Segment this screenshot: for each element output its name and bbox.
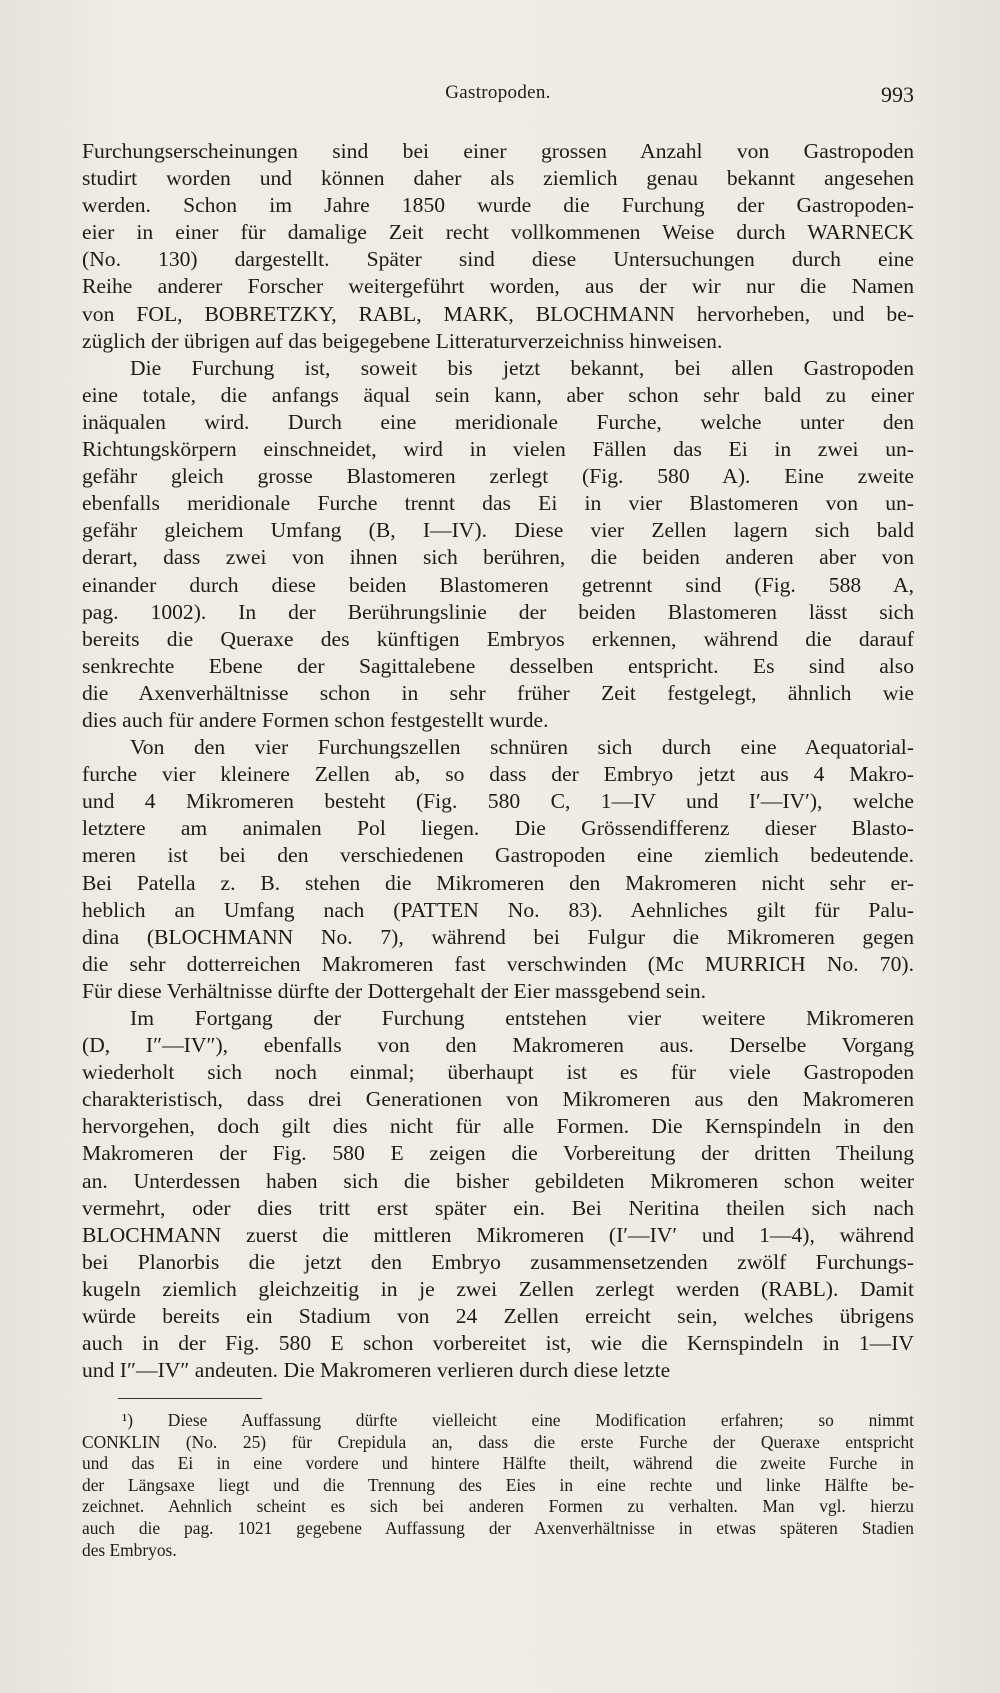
footnote-line: des Embryos. xyxy=(82,1539,177,1560)
body-line: bei Planorbis die jetzt den Embryo zusammensetzenden zwölf Furchungs- xyxy=(82,1249,914,1274)
footnote-line: der Längsaxe liegt und die Trennung des Eies in eine rechte und linke Hälfte be- xyxy=(82,1474,914,1495)
body-line: werden. Schon im Jahre 1850 wurde die Furchung der Gastropoden- xyxy=(82,193,914,218)
body-line: eier in einer für damalige Zeit recht vollkommenen Weise durch WARNECK xyxy=(82,220,914,245)
footnote-line: und das Ei in eine vordere und hintere Hälfte theilt, während die zweite Furche in xyxy=(82,1453,914,1474)
body-line: (D, I″—IV″), ebenfalls von den Makromeren aus. Derselbe Vorgang xyxy=(82,1033,914,1058)
body-line: pag. 1002). In der Berührungslinie der beiden Blastomeren lässt sich xyxy=(82,599,914,624)
footnote-line: ¹) Diese Auffassung dürfte vielleicht eine Modification erfahren; so nimmt xyxy=(122,1410,914,1430)
body-line: kugeln ziemlich gleichzeitig in je zwei Zellen zerlegt werden (RABL). Damit xyxy=(82,1276,914,1301)
body-line: einander durch diese beiden Blastomeren getrennt sind (Fig. 588 A, xyxy=(82,572,914,597)
body-line: meren ist bei den verschiedenen Gastropoden eine ziemlich bedeutende. xyxy=(82,843,914,868)
footnote-line: zeichnet. Aehnlich scheint es sich bei anderen Formen zu verhalten. Man vgl. hierzu xyxy=(82,1496,914,1517)
body-line: (No. 130) dargestellt. Später sind diese Untersuchungen durch eine xyxy=(82,247,914,272)
body-line: und I″—IV″ andeuten. Die Makromeren verlieren durch diese letzte xyxy=(82,1358,671,1383)
body-line: BLOCHMANN zuerst die mittleren Mikromeren (I′—IV′ und 1—4), während xyxy=(82,1222,914,1247)
body-line: derart, dass zwei von ihnen sich berühren, die beiden anderen aber von xyxy=(82,545,914,570)
body-text xyxy=(82,138,914,1384)
body-line: furche vier kleinere Zellen ab, so dass der Embryo jetzt aus 4 Makro- xyxy=(82,762,914,787)
body-line: Für diese Verhältnisse dürfte der Dottergehalt der Eier massgebend sein. xyxy=(82,978,707,1003)
body-line: Furchungserscheinungen sind bei einer grossen Anzahl von Gastropoden xyxy=(82,139,914,163)
body-line: heblich an Umfang nach (PATTEN No. 83). Aehnliches gilt für Palu- xyxy=(82,897,914,922)
body-line: Richtungskörpern einschneidet, wird in vielen Fällen das Ei in zwei un- xyxy=(82,437,914,462)
body-line: hervorgehen, doch gilt dies nicht für alle Formen. Die Kernspindeln in den xyxy=(82,1114,914,1139)
body-line: letztere am animalen Pol liegen. Die Grössendifferenz dieser Blasto- xyxy=(82,816,914,841)
body-line: gefähr gleich grosse Blastomeren zerlegt (Fig. 580 A). Eine zweite xyxy=(82,464,914,489)
body-line: die Axenverhältnisse schon in sehr früher Zeit festgelegt, ähnlich wie xyxy=(82,680,914,705)
footnote-line: CONKLIN (No. 25) für Crepidula an, dass die erste Furche der Queraxe entspricht xyxy=(82,1431,914,1452)
body-line: an. Unterdessen haben sich die bisher gebildeten Mikromeren schon weiter xyxy=(82,1168,914,1193)
body-line: Im Fortgang der Furchung entstehen vier weitere Mikromeren xyxy=(130,1006,914,1030)
body-line: würde bereits ein Stadium von 24 Zellen erreicht sein, welches übrigens xyxy=(82,1304,914,1329)
footnotes xyxy=(82,1410,914,1561)
body-line: dina (BLOCHMANN No. 7), während bei Fulgur die Mikromeren gegen xyxy=(82,924,914,949)
body-line: inäqualen wird. Durch eine meridionale Furche, welche unter den xyxy=(82,409,914,434)
body-line: ebenfalls meridionale Furche trennt das Ei in vier Blastomeren von un- xyxy=(82,491,914,516)
footnote-line: auch die pag. 1021 gegebene Auffassung der Axenverhältnisse in etwas späteren Stadien xyxy=(82,1517,914,1538)
body-line: bereits die Queraxe des künftigen Embryos erkennen, während die darauf xyxy=(82,626,914,651)
body-line: Von den vier Furchungszellen schnüren sich durch eine Aequatorial- xyxy=(130,735,914,760)
page-number: 993 xyxy=(881,82,914,107)
body-line: Makromeren der Fig. 580 E zeigen die Vorbereitung der dritten Theilung xyxy=(82,1141,914,1166)
body-line: die sehr dotterreichen Makromeren fast verschwinden (Mc MURRICH No. 70). xyxy=(82,951,914,976)
body-line: auch in der Fig. 580 E schon vorbereitet ist, wie die Kernspindeln in 1—IV xyxy=(82,1331,914,1356)
body-line: wiederholt sich noch einmal; überhaupt ist es für viele Gastropoden xyxy=(82,1060,914,1085)
body-line: Die Furchung ist, soweit bis jetzt bekannt, bei allen Gastropoden xyxy=(130,355,914,380)
running-head xyxy=(82,82,914,112)
body-line: eine totale, die anfangs äqual sein kann, aber schon sehr bald zu einer xyxy=(82,382,914,407)
body-line: gefähr gleichem Umfang (B, I—IV). Diese vier Zellen lagern sich bald xyxy=(82,518,914,543)
running-title: Gastropoden. xyxy=(445,82,551,103)
body-line: und 4 Mikromeren besteht (Fig. 580 C, 1—IV und I′—IV′), welche xyxy=(82,789,914,814)
body-line: charakteristisch, dass drei Generationen von Mikromeren aus den Makromeren xyxy=(82,1087,914,1112)
footnote-rule xyxy=(118,1398,262,1399)
body-line: vermehrt, oder dies tritt erst später ein. Bei Neritina theilen sich nach xyxy=(82,1195,914,1220)
body-line: von FOL, BOBRETZKY, RABL, MARK, BLOCHMANN hervorheben, und be- xyxy=(82,301,914,326)
body-line: senkrechte Ebene der Sagittalebene desselben entspricht. Es sind also xyxy=(82,653,914,678)
body-line: dies auch für andere Formen schon festgestellt wurde. xyxy=(82,707,549,732)
body-line: studirt worden und können daher als ziemlich genau bekannt angesehen xyxy=(82,166,914,191)
body-line: züglich der übrigen auf das beigegebene Litteraturverzeichniss hinweisen. xyxy=(82,328,723,353)
body-line: Reihe anderer Forscher weitergeführt worden, aus der wir nur die Namen xyxy=(82,274,914,299)
body-line: Bei Patella z. B. stehen die Mikromeren den Makromeren nicht sehr er- xyxy=(82,870,914,895)
